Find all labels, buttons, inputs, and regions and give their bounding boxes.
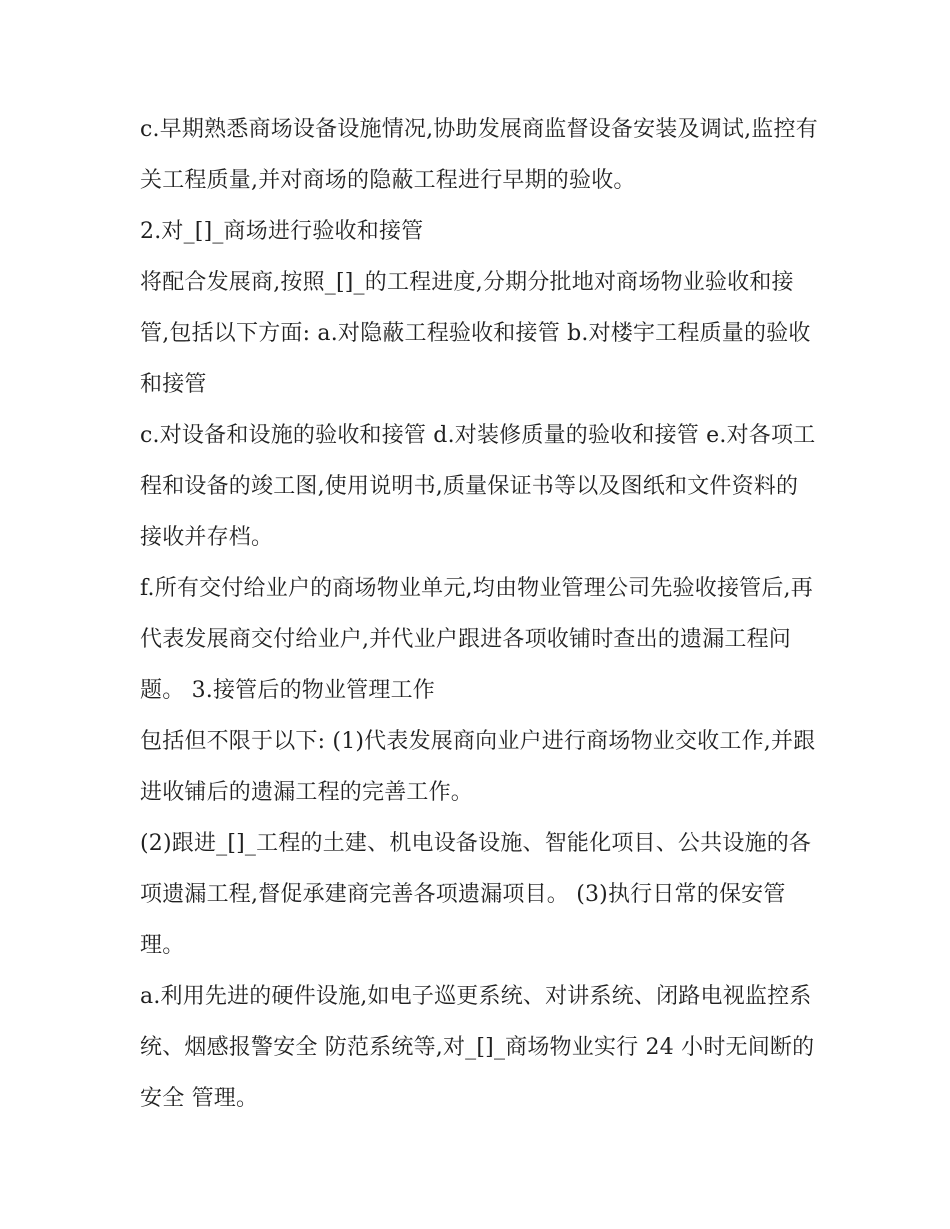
paragraph-post-takeover-work: 包括但不限于以下: (1)代表发展商向业户进行商场物业交收工作,并跟进收铺后的遗漏工程的完善工作。 — [140, 729, 816, 805]
paragraph-acceptance-scope: 将配合发展商,按照_[]_的工程进度,分期分批地对商场物业验收和接管,包括以下方面: a.对隐蔽工程验收和接管 b.对楼宇工程质量的验收和接管 — [140, 270, 811, 397]
document-body — [140, 104, 820, 1124]
paragraph-unit-handover: f.所有交付给业户的商场物业单元,均由物业管理公司先验收接管后,再代表发展商交付给业户,并代业户跟进各项收铺时查出的遗漏工程问题。 3.接管后的物业管理工作 — [140, 576, 813, 703]
heading-acceptance-takeover: 2.对_[]_商场进行验收和接管 — [140, 219, 424, 244]
paragraph-security-management: a.利用先进的硬件设施,如电子巡更系统、对讲系统、闭路电视监控系统、烟感报警安全 防范系统等,对_[]_商场物业实行 24 小时无间断的安全 管理。 — [140, 984, 815, 1111]
paragraph-follow-up-defects: (2)跟进_[]_工程的土建、机电设备设施、智能化项目、公共设施的各项遗漏工程,督促承建商完善各项遗漏项目。 (3)执行日常的保安管理。 — [140, 831, 812, 958]
paragraph-early-inspection: c.早期熟悉商场设备设施情况,协助发展商监督设备安装及调试,监控有关工程质量,并对商场的隐蔽工程进行早期的验收。 — [140, 117, 818, 193]
paragraph-equipment-acceptance: c.对设备和设施的验收和接管 d.对装修质量的验收和接管 e.对各项工程和设备的竣工图,使用说明书,质量保证书等以及图纸和文件资料的接收并存档。 — [140, 423, 816, 550]
